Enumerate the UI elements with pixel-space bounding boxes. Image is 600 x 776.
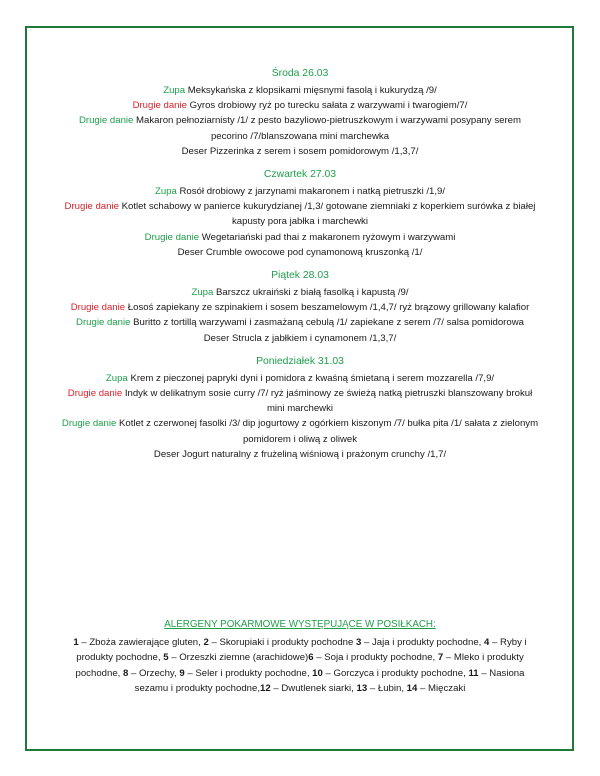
allergen-name: – Dwutlenek siarki, bbox=[270, 683, 357, 694]
allergens-list bbox=[62, 635, 538, 697]
course-description: Strucla z jabłkiem i cynamonem /1,3,7/ bbox=[232, 332, 397, 344]
day-block bbox=[60, 268, 540, 346]
allergen-number: 6 bbox=[308, 652, 314, 663]
day-block bbox=[60, 66, 540, 159]
day-title: Środa 26.03 bbox=[271, 68, 329, 79]
course-label: Drugie danie bbox=[67, 388, 123, 400]
course-label: Deser bbox=[203, 332, 230, 344]
course-label: Deser bbox=[177, 246, 204, 258]
day-block bbox=[60, 354, 540, 462]
allergens-section bbox=[62, 617, 538, 697]
course-label: Drugie danie bbox=[76, 317, 131, 329]
course-description: Krem z pieczonej papryki dyni i pomidora z kwaśną śmietaną i serem mozzarella /7,9/ bbox=[130, 372, 495, 384]
allergen-number: 12 bbox=[260, 683, 271, 694]
course-label: Drugie danie bbox=[132, 100, 187, 112]
course-description: Makaron pełnoziarnisty /1/ z pesto bazyliowo-pietruszkowym i warzywami posypany serem pecorino /7/blanszowana mini marchewka bbox=[136, 115, 522, 142]
allergen-number: 8 bbox=[123, 667, 129, 679]
allergen-name: – Ryby i produkty pochodne, bbox=[76, 636, 527, 663]
course-item bbox=[60, 300, 540, 315]
course-description: Rosół drobiowy z jarzynami makaronem i natką pietruszki /1,9/ bbox=[179, 186, 446, 198]
course-label: Drugie danie bbox=[61, 418, 117, 430]
course-description: Buritto z tortillą warzywami i zasmażaną cebulą /1/ zapiekane z serem /7/ salsa pomidorowa bbox=[133, 317, 524, 329]
allergen-name: – Skorupiaki i produkty pochodne bbox=[208, 636, 356, 648]
allergen-number: 1 bbox=[73, 636, 79, 648]
course-item bbox=[60, 386, 540, 416]
allergen-name: – Nasiona sezamu i produkty pochodne, bbox=[134, 667, 525, 694]
allergen-number: 4 bbox=[484, 636, 490, 648]
course-item bbox=[60, 315, 540, 330]
allergen-name: – Orzechy, bbox=[128, 667, 180, 679]
course-description: Kotlet z czerwonej fasolki /3/ dip jogurtowy z ogórkiem kiszonym /7/ bułka pita /1/ sałata z zielonym pomidorem i oliwą z oliwek bbox=[118, 418, 539, 445]
course-description: Kotlet schabowy w panierce kukurydzianej /1,3/ gotowane ziemniaki z koperkiem surówka z białej kapusty pora jabłka i marchewki bbox=[121, 201, 536, 228]
allergen-number: 2 bbox=[203, 636, 209, 648]
course-item bbox=[60, 113, 540, 143]
allergen-name: – Orzeszki ziemne (arachidowe) bbox=[168, 652, 309, 663]
course-label: Zupa bbox=[163, 85, 186, 96]
allergen-name: – Gorczyca i produkty pochodne, bbox=[322, 667, 469, 679]
allergen-name: – Zboża zawierające gluten, bbox=[78, 636, 204, 648]
allergen-number: 7 bbox=[437, 652, 444, 663]
allergen-number: 14 bbox=[406, 683, 418, 694]
day-title: Piątek 28.03 bbox=[271, 270, 329, 282]
day-title: Poniedziałek 31.03 bbox=[256, 355, 344, 367]
allergen-name: – Seler i produkty pochodne, bbox=[184, 667, 313, 679]
allergens-title: ALERGENY POKARMOWE WYSTĘPUJĄCE W POSIŁKACH: bbox=[164, 619, 436, 630]
course-label: Zupa bbox=[191, 287, 214, 299]
course-label: Zupa bbox=[105, 372, 128, 384]
course-description: Gyros drobiowy ryż po turecku sałata z warzywami i twarogiem/7/ bbox=[189, 100, 468, 112]
course-label: Drugie danie bbox=[70, 302, 126, 314]
allergen-name: – Jaja i produkty pochodne, bbox=[361, 636, 485, 648]
course-item bbox=[60, 199, 540, 229]
course-description: Pizzerinka z serem i sosem pomidorowym /1,3,7/ bbox=[209, 145, 419, 157]
course-item bbox=[60, 416, 540, 446]
course-label: Drugie danie bbox=[144, 231, 200, 243]
allergen-number: 13 bbox=[356, 683, 368, 694]
course-item bbox=[60, 98, 540, 113]
allergen-number: 11 bbox=[468, 667, 479, 679]
course-item bbox=[60, 371, 540, 386]
course-description: Indyk w delikatnym sosie curry /7/ ryż jaśminowy ze świeżą natką pietruszki blanszowany brokuł mini marchewki bbox=[124, 388, 533, 415]
allergen-name: – Mleko i produkty pochodne, bbox=[75, 652, 524, 679]
course-item bbox=[60, 144, 540, 159]
course-description: Wegetariański pad thai z makaronem ryżowym i warzywami bbox=[201, 231, 456, 243]
menu bbox=[60, 66, 540, 470]
course-item bbox=[60, 230, 540, 245]
course-description: Łosoś zapiekany ze szpinakiem i sosem beszamelowym /1,4,7/ ryż brązowy grillowany kalafior bbox=[127, 302, 530, 314]
day-title: Czwartek 27.03 bbox=[263, 169, 337, 181]
course-label: Deser bbox=[181, 145, 208, 157]
allergen-name: – Mięczaki bbox=[417, 683, 466, 694]
course-label: Zupa bbox=[154, 186, 177, 198]
course-label: Drugie danie bbox=[64, 201, 119, 213]
allergen-name: – Soja i produkty pochodne, bbox=[313, 652, 438, 663]
course-item bbox=[60, 331, 540, 346]
course-label: Deser bbox=[153, 448, 180, 460]
course-description: Crumble owocowe pod cynamonową kruszonką /1/ bbox=[205, 246, 423, 258]
course-description: Meksykańska z klopsikami mięsnymi fasolą i kukurydzą /9/ bbox=[187, 85, 437, 96]
allergen-number: 10 bbox=[312, 667, 323, 679]
allergen-number: 9 bbox=[179, 667, 185, 679]
course-item bbox=[60, 184, 540, 199]
allergen-name: – Łubin, bbox=[367, 683, 407, 694]
course-description: Barszcz ukraiński z białą fasolką i kapustą /9/ bbox=[216, 287, 409, 299]
course-description: Jogurt naturalny z frużeliną wiśniową i prażonym crunchy /1,7/ bbox=[182, 448, 447, 460]
course-label: Drugie danie bbox=[78, 115, 134, 127]
course-item bbox=[60, 447, 540, 462]
course-item bbox=[60, 285, 540, 300]
day-block bbox=[60, 167, 540, 260]
course-item bbox=[60, 245, 540, 260]
allergen-number: 3 bbox=[356, 636, 362, 648]
course-item bbox=[60, 83, 540, 98]
allergen-number: 5 bbox=[163, 652, 169, 663]
